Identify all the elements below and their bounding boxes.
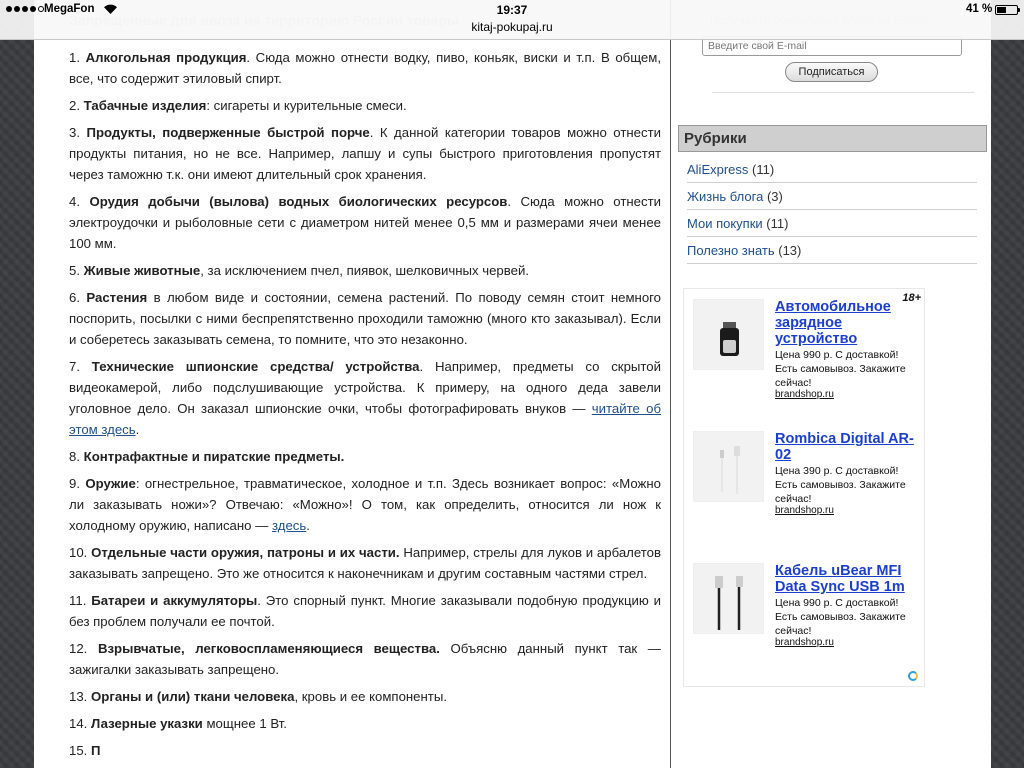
list-item: 8. Контрафактные и пиратские предметы.: [69, 449, 345, 464]
carrier-name: MegaFon: [44, 3, 95, 15]
rubric-count: (13): [778, 243, 802, 258]
ad-title-link[interactable]: Rombica Digital AR-02: [775, 431, 914, 463]
rubric-link-aliexpress[interactable]: AliExpress: [687, 162, 749, 177]
list-item: 4. Орудия добычи (вылова) водных биологических ресурсов. Сюда можно отнести электроудочки и рыболовные сети с диаметром нитей менее 0,5 мм и размерами ячеи менее 100 мм.: [69, 194, 661, 251]
clock: 19:37: [496, 3, 528, 17]
battery-percent: 41 %: [966, 3, 993, 15]
subscribe-button[interactable]: Подписаться: [785, 62, 878, 82]
rubric-link-useful-to-know[interactable]: Полезно знать: [687, 243, 775, 258]
rubric-link-blog-life[interactable]: Жизнь блога: [687, 189, 764, 204]
article: [34, 0, 671, 768]
list-item: 6. Растения в любом виде и состоянии, семена растений. По поводу семян стоит немного поспорить, посылки с ними беспрепятственно проходили таможню (много кто заказывал). Если и соберетесь заказывать семена, то помните, что это незаконно.: [69, 290, 662, 347]
ad-item[interactable]: [693, 299, 923, 409]
rubric-item: [687, 210, 977, 237]
ad-block: [683, 288, 925, 687]
ad-choices-icon[interactable]: [908, 671, 918, 681]
list-item: 13. Органы и (или) ткани человека, кровь и ее компоненты.: [69, 689, 447, 704]
ad-description: Цена 990 р. С доставкой! Есть самовывоз. Закажите сейчас!: [775, 349, 906, 389]
list-item: 5. Живые животные, за исключением пчел, пиявок, шелковичных червей.: [69, 263, 529, 278]
list-item: 1. Алкогольная продукция. Сюда можно отнести водку, пиво, коньяк, виски и т.п. В общем, все, что содержит этиловый спирт.: [69, 50, 661, 86]
usb-cable-image[interactable]: [693, 563, 764, 634]
rubric-item: [687, 237, 977, 264]
sidebar: [672, 0, 991, 768]
list-item: 3. Продукты, подверженные быстрой порче. К данной категории товаров можно отнести продукты питания, но не все. Например, лапшу и супы быстрого приготовления пропустят через таможню т.к. они имеют длительный срок хранения.: [69, 125, 661, 182]
ios-status-bar: [0, 0, 1024, 40]
list-item: 14. Лазерные указки мощнее 1 Вт.: [69, 716, 287, 731]
battery-terminal: [1018, 8, 1020, 12]
ad-item[interactable]: [693, 431, 923, 541]
battery-level-fill: [997, 7, 1006, 13]
list-item: 11. Батареи и аккумуляторы. Это спорный пункт. Многие заказывали подобную продукцию и без проблем получали ее почтой.: [69, 593, 661, 629]
ad-item[interactable]: [693, 563, 923, 673]
rubric-count: (11): [766, 216, 789, 231]
rubrics-list: [687, 156, 977, 264]
list-item: 12. Взрывчатые, легковоспламеняющиеся вещества. Объясню данный пункт так — зажигалки заказывать запрещено.: [69, 641, 661, 677]
list-item: 7. Технические шпионские средства/ устройства. Например, предметы со скрытой видеокамерой, либо подслушивающие устройства. К примеру, на одного деда завели уголовное дело. Он заказал шпионские очки, чтобы фотографировать внуков — читайте об этом здесь.: [69, 359, 661, 437]
list-item: 9. Оружие: огнестрельное, травматическое, холодное и т.п. Здесь возникает вопрос: «Можно ли заказывать ножи»? Отвечаю: «Можно»! О том, как определить, относится ли нож к холодному оружию, написано — здесь.: [69, 476, 661, 533]
address-bar-url[interactable]: kitaj-pokupaj.ru: [471, 20, 553, 34]
ad-description: Цена 390 р. С доставкой! Есть самовывоз. Закажите сейчас!: [775, 465, 906, 505]
list-item: 10. Отдельные части оружия, патроны и их части. Например, стрелы для луков и арбалетов заказывать запрещено. Это же относится к наконечникам и другим составным частями стрел.: [69, 545, 661, 581]
list-item: 15. П: [69, 743, 101, 758]
divider: [712, 92, 974, 93]
ad-title-link[interactable]: Автомобильное зарядное устройство: [775, 299, 891, 347]
rubric-item: [687, 183, 977, 210]
ad-domain[interactable]: brandshop.ru: [775, 389, 834, 400]
car-charger-image[interactable]: [693, 299, 764, 370]
read-about-this-link[interactable]: читайте об этом здесь: [69, 401, 661, 437]
cable-image[interactable]: [693, 431, 764, 502]
ad-description: Цена 990 р. С доставкой! Есть самовывоз. Закажите сейчас!: [775, 597, 906, 637]
ad-domain[interactable]: brandshop.ru: [775, 637, 834, 648]
battery-icon: [995, 5, 1018, 15]
age-rating-badge: 18+: [902, 292, 921, 304]
rubric-item: [687, 156, 977, 183]
here-link[interactable]: здесь: [272, 518, 307, 533]
list-item: 2. Табачные изделия: сигареты и курительные смеси.: [69, 98, 407, 113]
rubrics-heading: Рубрики: [678, 125, 987, 152]
web-page: [34, 0, 991, 768]
prohibited-items-list: [69, 47, 661, 767]
rubric-count: (3): [766, 189, 783, 204]
rubric-count: (11): [752, 162, 775, 177]
rubric-link-my-purchases[interactable]: Мои покупки: [687, 216, 763, 231]
ad-title-link[interactable]: Кабель uBear MFI Data Sync USB 1m: [775, 563, 905, 595]
ad-domain[interactable]: brandshop.ru: [775, 505, 834, 516]
